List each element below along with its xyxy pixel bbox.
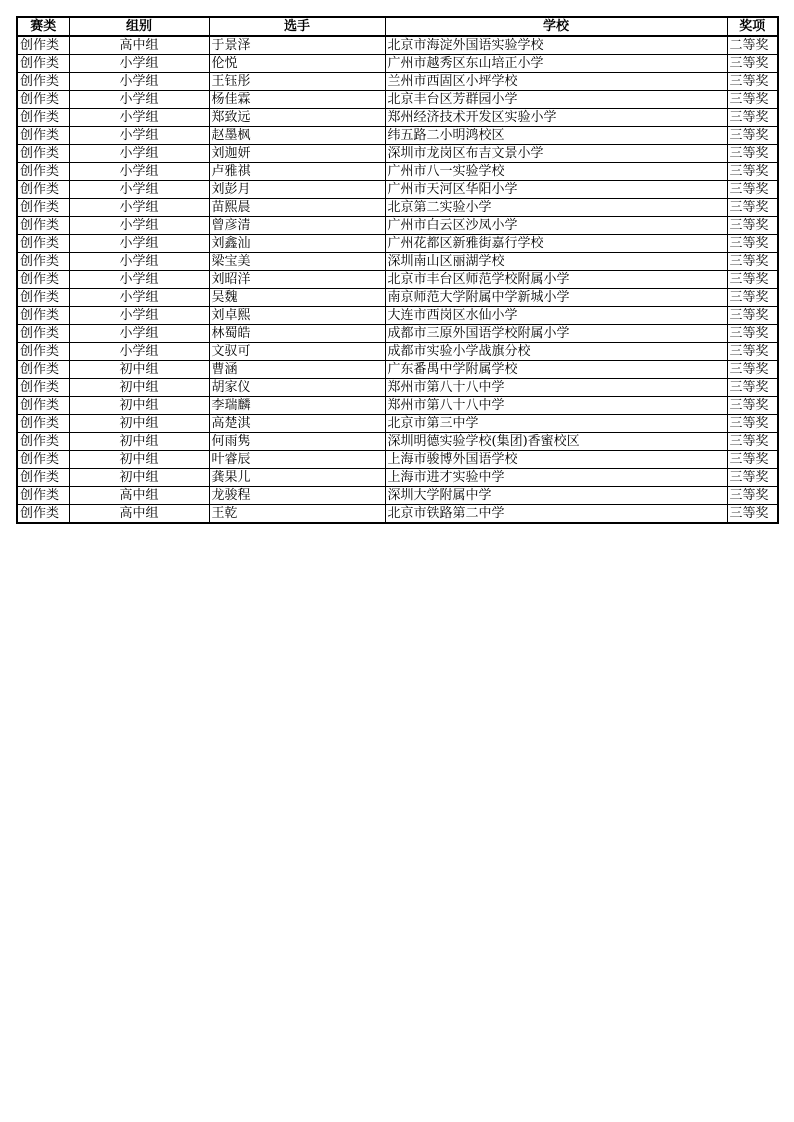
contestant-cell: 刘昭洋 bbox=[209, 271, 385, 289]
header-award: 奖项 bbox=[727, 17, 778, 36]
table-row bbox=[17, 91, 778, 109]
table-body bbox=[17, 36, 778, 523]
header-school: 学校 bbox=[385, 17, 727, 36]
contestant-cell: 高楚淇 bbox=[209, 415, 385, 433]
table-row bbox=[17, 253, 778, 271]
contestant-cell: 苗熙晨 bbox=[209, 199, 385, 217]
table-row bbox=[17, 361, 778, 379]
table-row bbox=[17, 289, 778, 307]
award-cell: 三等奖 bbox=[727, 109, 778, 127]
group-cell: 小学组 bbox=[69, 163, 209, 181]
table-row bbox=[17, 325, 778, 343]
table-row bbox=[17, 55, 778, 73]
contestant-cell: 叶睿辰 bbox=[209, 451, 385, 469]
award-cell: 三等奖 bbox=[727, 199, 778, 217]
award-cell: 三等奖 bbox=[727, 343, 778, 361]
table-row bbox=[17, 235, 778, 253]
award-cell: 三等奖 bbox=[727, 289, 778, 307]
school-cell: 郑州市第八十八中学 bbox=[385, 397, 727, 415]
school-cell: 郑州经济技术开发区实验小学 bbox=[385, 109, 727, 127]
category-cell: 创作类 bbox=[17, 271, 69, 289]
group-cell: 高中组 bbox=[69, 36, 209, 55]
category-cell: 创作类 bbox=[17, 36, 69, 55]
header-row bbox=[17, 17, 778, 36]
category-cell: 创作类 bbox=[17, 91, 69, 109]
contestant-cell: 杨佳霖 bbox=[209, 91, 385, 109]
group-cell: 小学组 bbox=[69, 217, 209, 235]
table-row bbox=[17, 307, 778, 325]
school-cell: 成都市三原外国语学校附属小学 bbox=[385, 325, 727, 343]
award-cell: 三等奖 bbox=[727, 163, 778, 181]
contestant-cell: 龚果儿 bbox=[209, 469, 385, 487]
group-cell: 小学组 bbox=[69, 271, 209, 289]
contestant-cell: 王乾 bbox=[209, 505, 385, 524]
school-cell: 北京丰台区芳群园小学 bbox=[385, 91, 727, 109]
group-cell: 初中组 bbox=[69, 451, 209, 469]
award-cell: 三等奖 bbox=[727, 73, 778, 91]
category-cell: 创作类 bbox=[17, 145, 69, 163]
table-row bbox=[17, 415, 778, 433]
group-cell: 小学组 bbox=[69, 109, 209, 127]
table-row bbox=[17, 451, 778, 469]
award-cell: 三等奖 bbox=[727, 55, 778, 73]
table-row bbox=[17, 397, 778, 415]
award-cell: 三等奖 bbox=[727, 181, 778, 199]
table-row bbox=[17, 73, 778, 91]
category-cell: 创作类 bbox=[17, 397, 69, 415]
award-cell: 三等奖 bbox=[727, 379, 778, 397]
header-group: 组别 bbox=[69, 17, 209, 36]
contestant-cell: 刘鑫汕 bbox=[209, 235, 385, 253]
contestant-cell: 王钰彤 bbox=[209, 73, 385, 91]
category-cell: 创作类 bbox=[17, 379, 69, 397]
table-row bbox=[17, 379, 778, 397]
header-contestant: 选手 bbox=[209, 17, 385, 36]
school-cell: 北京市海淀外国语实验学校 bbox=[385, 36, 727, 55]
award-cell: 三等奖 bbox=[727, 361, 778, 379]
school-cell: 北京第二实验小学 bbox=[385, 199, 727, 217]
award-cell: 三等奖 bbox=[727, 325, 778, 343]
contestant-cell: 胡家仪 bbox=[209, 379, 385, 397]
category-cell: 创作类 bbox=[17, 415, 69, 433]
category-cell: 创作类 bbox=[17, 73, 69, 91]
category-cell: 创作类 bbox=[17, 343, 69, 361]
group-cell: 小学组 bbox=[69, 91, 209, 109]
contestant-cell: 刘迦妍 bbox=[209, 145, 385, 163]
table-row bbox=[17, 145, 778, 163]
table-row bbox=[17, 109, 778, 127]
category-cell: 创作类 bbox=[17, 433, 69, 451]
group-cell: 小学组 bbox=[69, 199, 209, 217]
contestant-cell: 曾彦清 bbox=[209, 217, 385, 235]
group-cell: 小学组 bbox=[69, 145, 209, 163]
school-cell: 成都市实验小学战旗分校 bbox=[385, 343, 727, 361]
table-row bbox=[17, 181, 778, 199]
award-cell: 三等奖 bbox=[727, 469, 778, 487]
category-cell: 创作类 bbox=[17, 307, 69, 325]
award-cell: 三等奖 bbox=[727, 217, 778, 235]
table-row bbox=[17, 217, 778, 235]
school-cell: 郑州市第八十八中学 bbox=[385, 379, 727, 397]
table-row bbox=[17, 271, 778, 289]
header-category: 赛类 bbox=[17, 17, 69, 36]
group-cell: 小学组 bbox=[69, 55, 209, 73]
award-cell: 三等奖 bbox=[727, 91, 778, 109]
category-cell: 创作类 bbox=[17, 199, 69, 217]
contestant-cell: 卢雅祺 bbox=[209, 163, 385, 181]
contestant-cell: 龙骏程 bbox=[209, 487, 385, 505]
award-cell: 三等奖 bbox=[727, 235, 778, 253]
group-cell: 小学组 bbox=[69, 181, 209, 199]
school-cell: 广州花都区新雅街嘉行学校 bbox=[385, 235, 727, 253]
award-cell: 三等奖 bbox=[727, 397, 778, 415]
table-row bbox=[17, 127, 778, 145]
award-cell: 三等奖 bbox=[727, 451, 778, 469]
group-cell: 小学组 bbox=[69, 307, 209, 325]
group-cell: 小学组 bbox=[69, 73, 209, 91]
school-cell: 广州市越秀区东山培正小学 bbox=[385, 55, 727, 73]
category-cell: 创作类 bbox=[17, 361, 69, 379]
category-cell: 创作类 bbox=[17, 181, 69, 199]
contestant-cell: 赵墨枫 bbox=[209, 127, 385, 145]
contestant-cell: 刘卓熙 bbox=[209, 307, 385, 325]
category-cell: 创作类 bbox=[17, 253, 69, 271]
table-row bbox=[17, 505, 778, 524]
school-cell: 深圳南山区丽湖学校 bbox=[385, 253, 727, 271]
school-cell: 北京市丰台区师范学校附属小学 bbox=[385, 271, 727, 289]
award-cell: 三等奖 bbox=[727, 307, 778, 325]
group-cell: 小学组 bbox=[69, 235, 209, 253]
school-cell: 广州市白云区沙凤小学 bbox=[385, 217, 727, 235]
group-cell: 高中组 bbox=[69, 487, 209, 505]
school-cell: 上海市进才实验中学 bbox=[385, 469, 727, 487]
school-cell: 北京市第三中学 bbox=[385, 415, 727, 433]
award-cell: 三等奖 bbox=[727, 487, 778, 505]
category-cell: 创作类 bbox=[17, 109, 69, 127]
group-cell: 初中组 bbox=[69, 397, 209, 415]
table-row bbox=[17, 433, 778, 451]
contestant-cell: 曹涵 bbox=[209, 361, 385, 379]
group-cell: 初中组 bbox=[69, 361, 209, 379]
category-cell: 创作类 bbox=[17, 55, 69, 73]
school-cell: 北京市铁路第二中学 bbox=[385, 505, 727, 524]
school-cell: 深圳明德实验学校(集团)香蜜校区 bbox=[385, 433, 727, 451]
group-cell: 小学组 bbox=[69, 325, 209, 343]
table-row bbox=[17, 36, 778, 55]
contestant-cell: 何雨隽 bbox=[209, 433, 385, 451]
school-cell: 广东番禺中学附属学校 bbox=[385, 361, 727, 379]
table-row bbox=[17, 469, 778, 487]
school-cell: 深圳大学附属中学 bbox=[385, 487, 727, 505]
category-cell: 创作类 bbox=[17, 487, 69, 505]
award-cell: 三等奖 bbox=[727, 433, 778, 451]
award-cell: 三等奖 bbox=[727, 271, 778, 289]
contestant-cell: 林蜀皓 bbox=[209, 325, 385, 343]
contestant-cell: 于景泽 bbox=[209, 36, 385, 55]
school-cell: 南京师范大学附属中学新城小学 bbox=[385, 289, 727, 307]
category-cell: 创作类 bbox=[17, 163, 69, 181]
contestant-cell: 刘彭月 bbox=[209, 181, 385, 199]
table-row bbox=[17, 343, 778, 361]
award-cell: 三等奖 bbox=[727, 145, 778, 163]
category-cell: 创作类 bbox=[17, 469, 69, 487]
contestant-cell: 文驭可 bbox=[209, 343, 385, 361]
group-cell: 小学组 bbox=[69, 289, 209, 307]
group-cell: 初中组 bbox=[69, 433, 209, 451]
group-cell: 初中组 bbox=[69, 415, 209, 433]
contestant-cell: 吴魏 bbox=[209, 289, 385, 307]
school-cell: 广州市天河区华阳小学 bbox=[385, 181, 727, 199]
contestant-cell: 郑致远 bbox=[209, 109, 385, 127]
school-cell: 上海市骏博外国语学校 bbox=[385, 451, 727, 469]
table-header bbox=[17, 17, 778, 36]
category-cell: 创作类 bbox=[17, 127, 69, 145]
school-cell: 广州市八一实验学校 bbox=[385, 163, 727, 181]
award-cell: 三等奖 bbox=[727, 127, 778, 145]
category-cell: 创作类 bbox=[17, 289, 69, 307]
group-cell: 初中组 bbox=[69, 469, 209, 487]
table-row bbox=[17, 199, 778, 217]
group-cell: 初中组 bbox=[69, 379, 209, 397]
award-cell: 三等奖 bbox=[727, 505, 778, 524]
category-cell: 创作类 bbox=[17, 451, 69, 469]
category-cell: 创作类 bbox=[17, 325, 69, 343]
award-cell: 三等奖 bbox=[727, 253, 778, 271]
group-cell: 小学组 bbox=[69, 343, 209, 361]
category-cell: 创作类 bbox=[17, 217, 69, 235]
school-cell: 兰州市西固区小坪学校 bbox=[385, 73, 727, 91]
award-cell: 三等奖 bbox=[727, 415, 778, 433]
group-cell: 小学组 bbox=[69, 127, 209, 145]
awards-table bbox=[16, 16, 779, 524]
table-row bbox=[17, 487, 778, 505]
table-row bbox=[17, 163, 778, 181]
school-cell: 深圳市龙岗区布吉文景小学 bbox=[385, 145, 727, 163]
group-cell: 小学组 bbox=[69, 253, 209, 271]
group-cell: 高中组 bbox=[69, 505, 209, 524]
category-cell: 创作类 bbox=[17, 235, 69, 253]
contestant-cell: 梁宝美 bbox=[209, 253, 385, 271]
contestant-cell: 李瑞麟 bbox=[209, 397, 385, 415]
school-cell: 纬五路二小明鸿校区 bbox=[385, 127, 727, 145]
award-cell: 二等奖 bbox=[727, 36, 778, 55]
category-cell: 创作类 bbox=[17, 505, 69, 524]
contestant-cell: 伦悦 bbox=[209, 55, 385, 73]
school-cell: 大连市西岗区水仙小学 bbox=[385, 307, 727, 325]
